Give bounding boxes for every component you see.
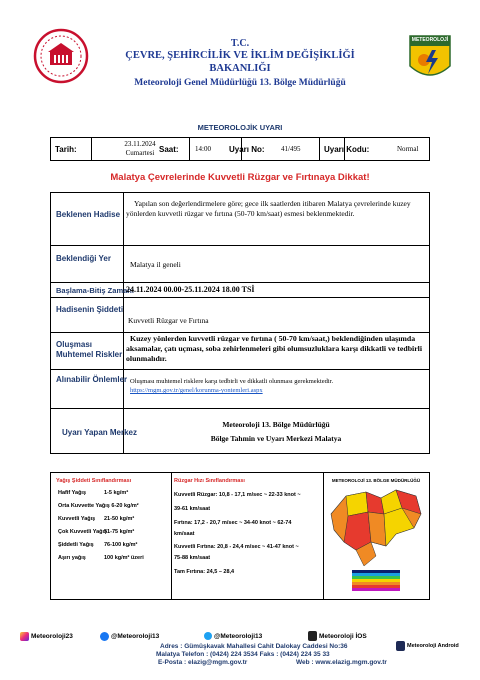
rain-title: Yağış Şiddeti Sınıflandırması bbox=[56, 478, 132, 484]
beklenen-value: Yapılan son değerlendirmelere göre; gece ilk saatlerden itibaren Malatya çevrelerinde kuzey yönlerden kuvvetli rüzgar ve fırtına (50-70 km/saat) esmesi beklenmektedir. bbox=[126, 199, 411, 218]
saat-value: 14:00 bbox=[195, 145, 211, 153]
onlem-label: Alınabilir Önlemler bbox=[56, 375, 128, 384]
map-title: METEOROLOJİ 13. BÖLGE MÜDÜRLÜĞÜ bbox=[331, 478, 421, 483]
logo-text: METEOROLOJİ bbox=[411, 37, 449, 43]
wind-line: Fırtına: 17,2 - 20,7 m/sec ~ 34-40 knot ~ 62-74 bbox=[174, 520, 292, 526]
footer-email[interactable]: E-Posta : elazig@mgm.gov.tr bbox=[158, 659, 248, 666]
rain-item: Hafif Yağış bbox=[58, 490, 87, 496]
header-ministry: ÇEVRE, ŞEHİRCİLİK VE İKLİM DEĞİŞİKLİĞİ bbox=[125, 50, 355, 61]
siddet-label: Hadisenin Şiddeti bbox=[56, 305, 124, 314]
rain-value: 21-50 kg/m² bbox=[104, 516, 135, 522]
footer-web[interactable]: Web : www.elazig.mgm.gov.tr bbox=[296, 659, 387, 666]
instagram-icon[interactable] bbox=[20, 632, 29, 641]
meteoroloji-logo bbox=[408, 34, 452, 84]
ios-icon[interactable] bbox=[308, 631, 317, 641]
yer-label: Beklendiği Yer bbox=[56, 254, 111, 263]
details-table bbox=[50, 192, 430, 454]
wind-line: 39-61 km/saat bbox=[174, 506, 211, 512]
rain-value: 76-100 kg/m² bbox=[104, 542, 138, 548]
merkez-line1: Meteoroloji 13. Bölge Müdürlüğü bbox=[222, 420, 330, 429]
rain-value: 100 kg/m² üzeri bbox=[104, 555, 144, 561]
tarih-value: 23.11.2024 bbox=[124, 140, 156, 148]
wind-line: Tam Fırtına: 24,5 – 28,4 bbox=[174, 569, 235, 575]
twitter-handle[interactable]: @Meteoroloji13 bbox=[214, 633, 263, 640]
rain-item: Kuvvetli Yağış bbox=[58, 516, 96, 522]
yer-value: Malatya il geneli bbox=[130, 260, 181, 269]
android-label[interactable]: Meteoroloji Android bbox=[407, 643, 459, 649]
wind-title: Rüzgar Hızı Sınıflandırması bbox=[174, 478, 245, 484]
onlem-value: Oluşması muhtemel risklere karşı tedbirli ve dikkatli olunması gerekmektedir. bbox=[130, 378, 334, 385]
zaman-value: 24.11.2024 00.00-25.11.2024 18.00 TSİ bbox=[126, 285, 255, 294]
region-map bbox=[326, 484, 426, 594]
risk-label: Oluşması Muhtemel Riskler bbox=[56, 340, 123, 359]
warning-headline: Malatya Çevrelerinde Kuvvetli Rüzgar ve Fırtınaya Dikkat! bbox=[110, 172, 370, 183]
wind-line: km/saat bbox=[174, 531, 195, 537]
facebook-icon[interactable] bbox=[100, 632, 109, 641]
header-tc: T.C. bbox=[230, 38, 250, 49]
wind-line: Kuvvetli Rüzgar: 10,8 - 17,1 m/sec ~ 22-33 knot ~ bbox=[174, 492, 301, 498]
merkez-line2: Bölge Tahmin ve Uyarı Merkezi Malatya bbox=[210, 434, 342, 443]
beklenen-label: Beklenen Hadise bbox=[56, 210, 121, 219]
onlem-link[interactable]: https://mgm.gov.tr/genel/korunma-yontemleri.aspx bbox=[130, 387, 263, 394]
header-directorate: Meteoroloji Genel Müdürlüğü 13. Bölge Müdürlüğü bbox=[134, 78, 346, 88]
rain-value: 1-5 kg/m² bbox=[104, 490, 129, 496]
footer-address: Adres : Gümüşkavak Mahallesi Cahit Dalokay Caddesi No:36 bbox=[160, 643, 348, 650]
header-bakanlik: BAKANLIĞI bbox=[209, 63, 271, 74]
zaman-label: Başlama-Bitiş Zamanı bbox=[56, 286, 134, 295]
merkez-label: Uyarı Yapan Merkez bbox=[62, 428, 138, 437]
wind-line: 75-88 km/saat bbox=[174, 555, 211, 561]
instagram-handle[interactable]: Meteoroloji23 bbox=[31, 633, 73, 640]
uyari-no-value: 41/495 bbox=[281, 145, 301, 153]
rain-item: Çok Kuvvetli Yağış bbox=[58, 529, 108, 535]
siddet-value: Kuvvetli Rüzgar ve Fırtına bbox=[128, 316, 209, 325]
tarih-day: Cumartesi bbox=[125, 149, 155, 157]
warning-title: METEOROLOJİK UYARI bbox=[197, 123, 283, 132]
rain-item: Şiddetli Yağış bbox=[58, 542, 94, 548]
android-icon[interactable] bbox=[396, 641, 405, 651]
tarih-label: Tarih: bbox=[55, 145, 77, 154]
saat-label: Saat: bbox=[159, 145, 179, 154]
uyari-no-label: Uyarı No: bbox=[229, 145, 265, 154]
info-table bbox=[50, 137, 430, 161]
rain-item: Aşırı yağış bbox=[58, 555, 86, 561]
twitter-icon[interactable] bbox=[204, 632, 212, 640]
risk-value: Kuzey yönlerden kuvvetli rüzgar ve fırtına ( 50-70 km/saat,) beklendiğinden ulaşımda aksamalar, çatı uçması, soba zehirlenmeleri gibi olumsuzluklara karşı dikkatli ve tedbirli olunmalıdır. bbox=[126, 334, 422, 363]
ios-label[interactable]: Meteoroloji İOS bbox=[319, 633, 367, 640]
uyari-kodu-label: Uyarı Kodu: bbox=[324, 145, 370, 154]
rain-item: Orta Kuvvette Yağış 6-20 kg/m² bbox=[58, 503, 139, 509]
uyari-kodu-value: Normal bbox=[397, 145, 419, 153]
footer-phone: Malatya Telefon : (0424) 224 3534 Faks : (0424) 224 35 33 bbox=[156, 651, 330, 658]
wind-line: Kuvvetli Fırtına: 20,8 - 24,4 m/sec ~ 41-47 knot ~ bbox=[174, 544, 299, 550]
facebook-handle[interactable]: @Meteoroloji13 bbox=[111, 633, 160, 640]
rain-value: 51-75 kg/m² bbox=[104, 529, 135, 535]
